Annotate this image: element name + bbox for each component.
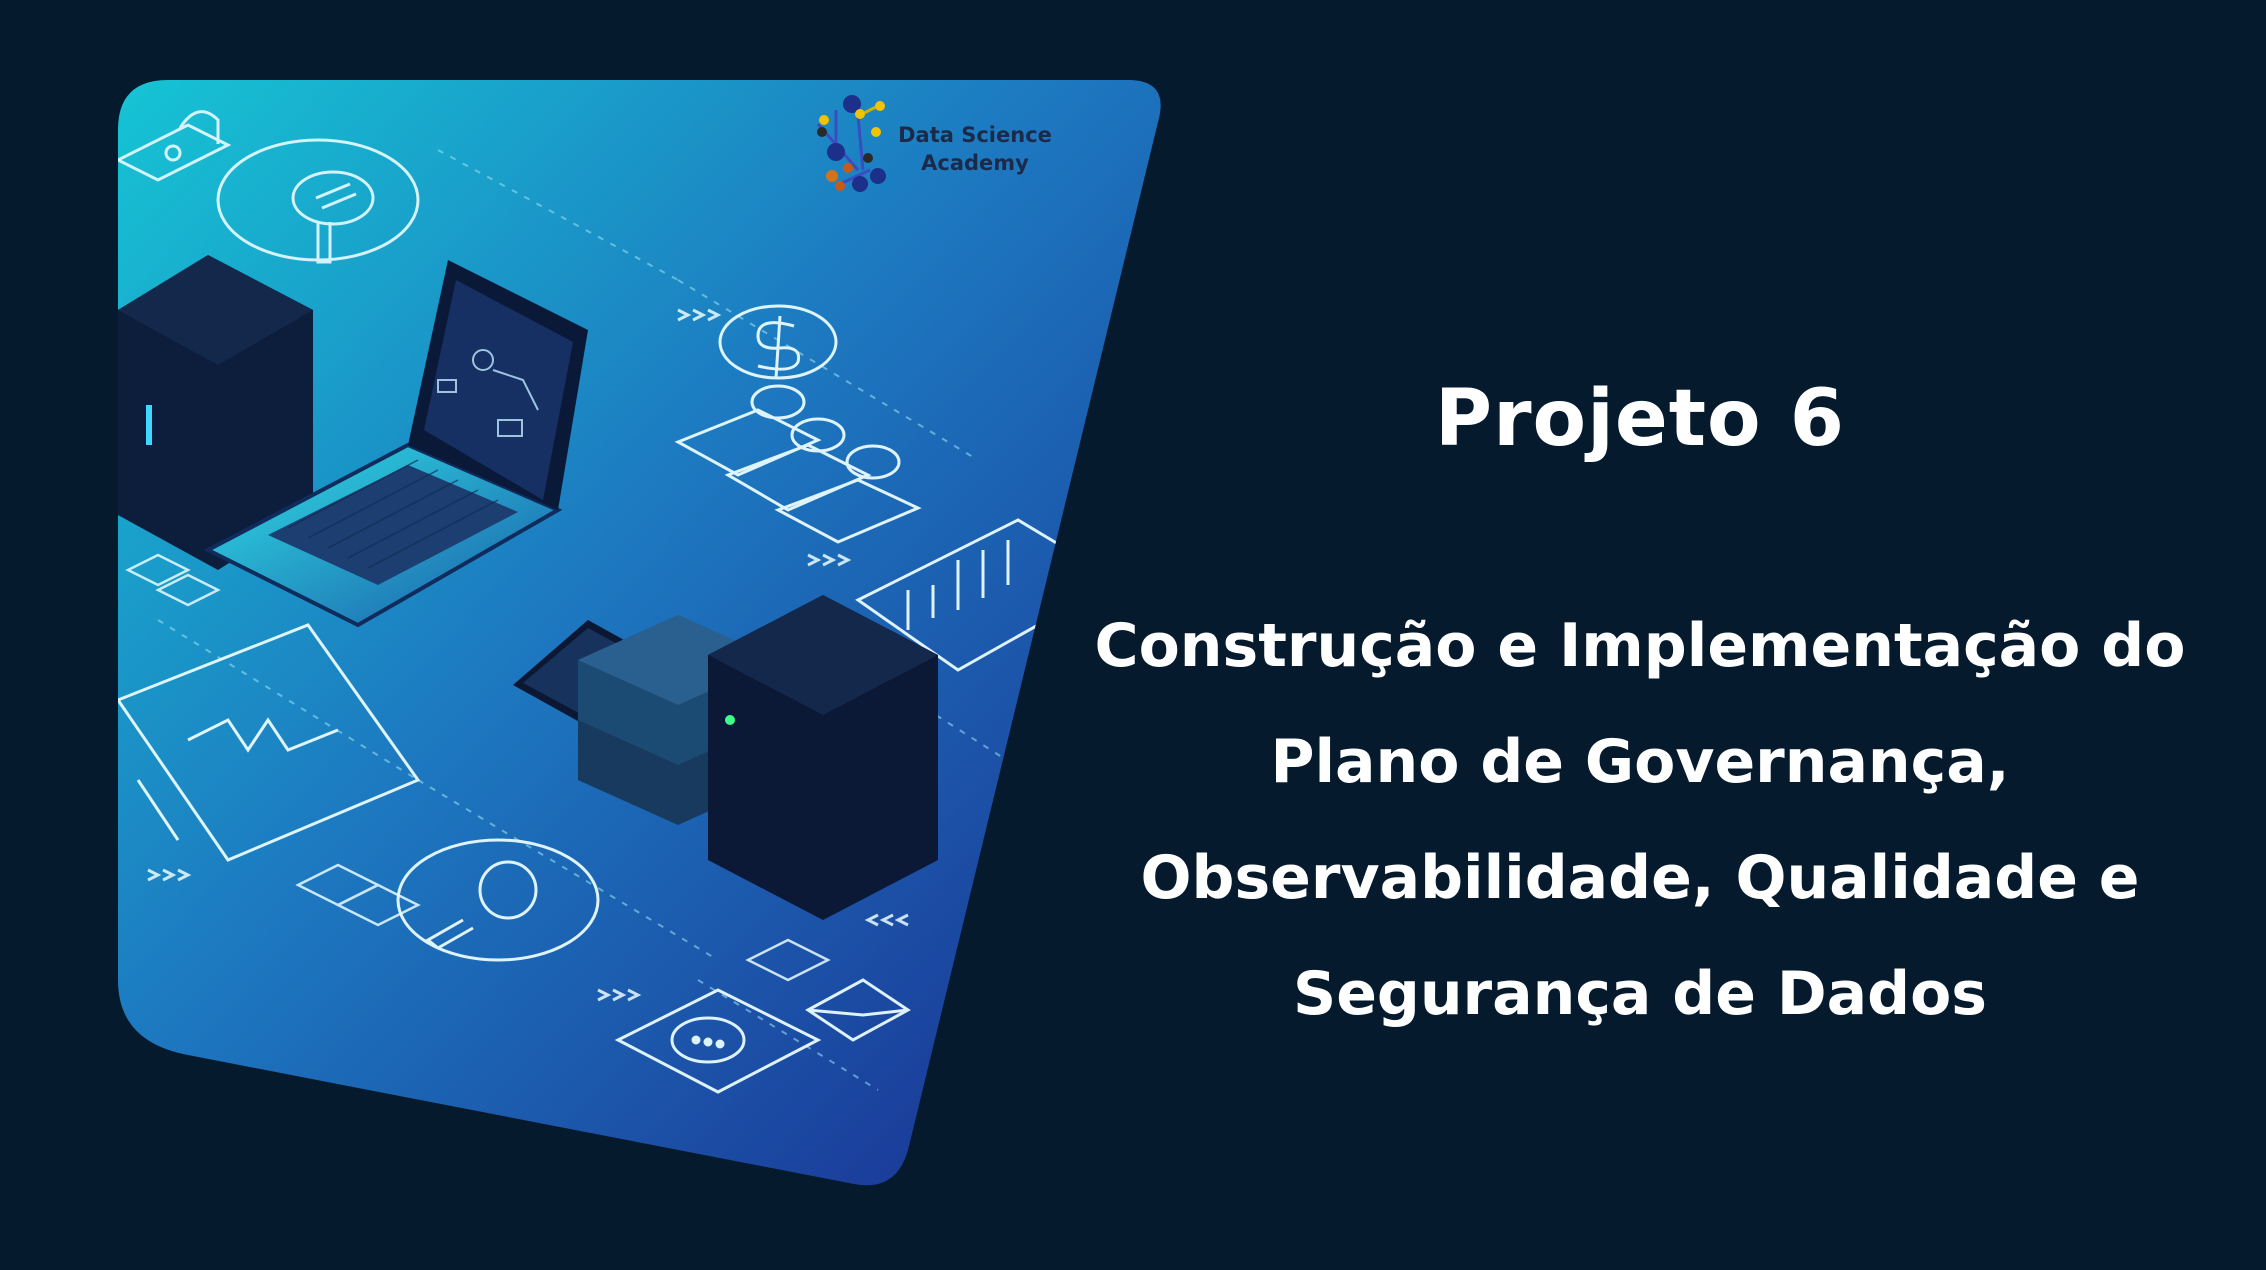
- subtitle-line: Segurança de Dados: [1292, 959, 1987, 1029]
- subtitle-line: Observabilidade, Qualidade e: [1140, 843, 2140, 913]
- project-subtitle: [1060, 588, 2220, 1052]
- project-title: Projeto 6: [1434, 374, 1846, 464]
- subtitle-line: Construção e Implementação do: [1094, 611, 2186, 681]
- hero-illustration: [118, 80, 1170, 1192]
- title-block: [1060, 374, 2220, 1052]
- server-right-illustration: [708, 595, 938, 920]
- brand-name-line2: Academy: [921, 151, 1029, 175]
- subtitle-line: Plano de Governança,: [1270, 727, 2010, 797]
- brand-name-line1: Data Science: [898, 123, 1052, 147]
